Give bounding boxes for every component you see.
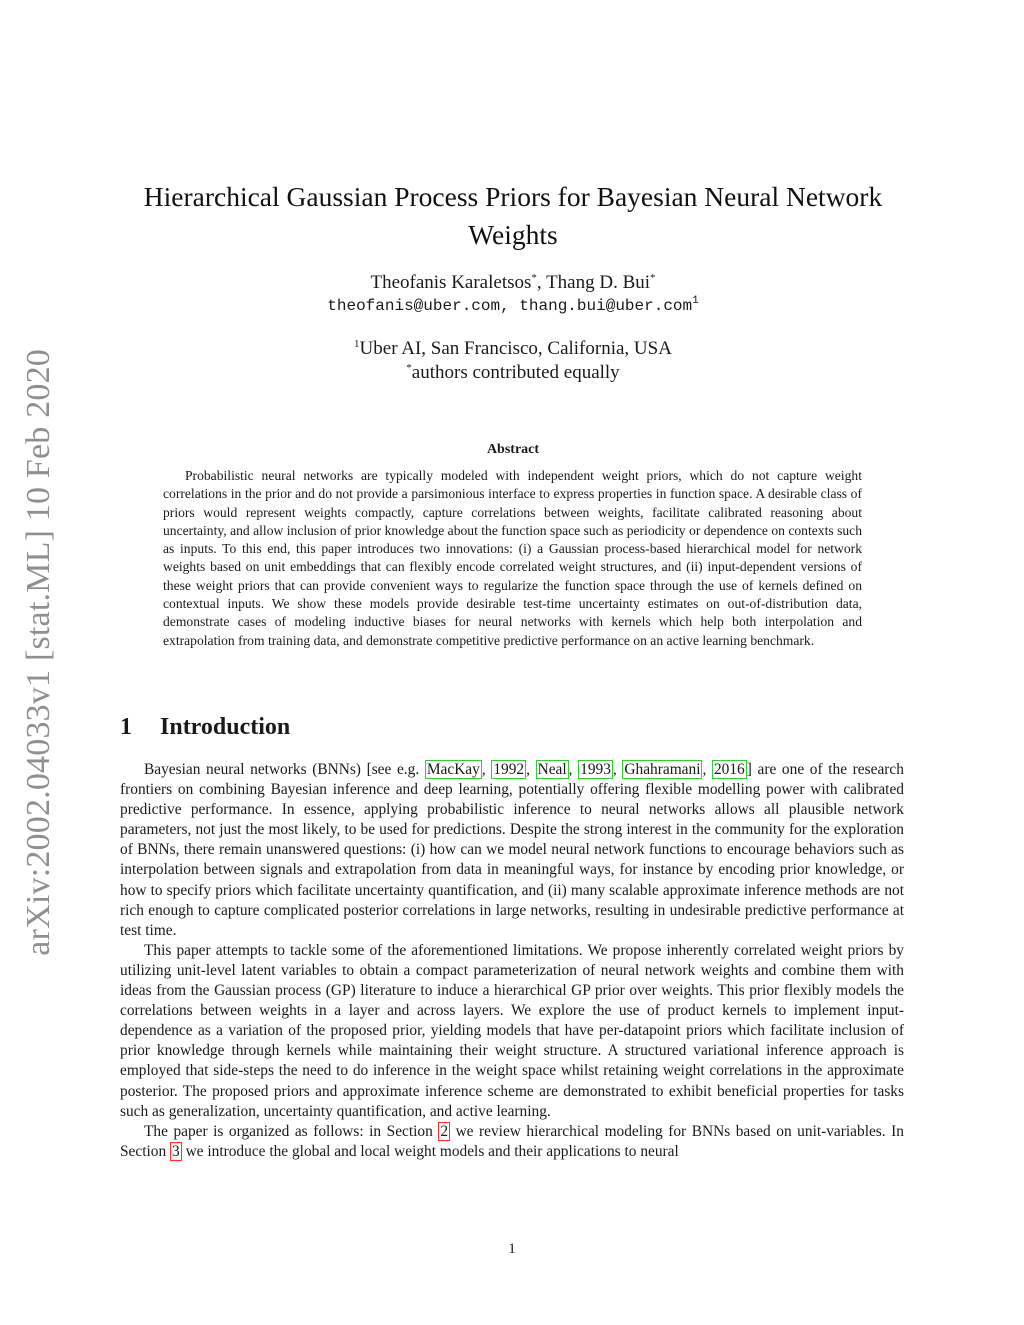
citation-separator: , [481,761,492,778]
citation-neal-year[interactable]: 1993 [580,761,611,778]
paragraph-text: ] are one of the research frontiers on combining Bayesian inference and deep learning, potentially offering flexible modelling power with calibrated predictive performance. In essence, applying probabilistic inference to neural networks allows all plausible network parameters, not just the most likely, to be used for predictions. Despite the strong interest in the community for the exploration of BNNs, there remain unanswered questions: (i) how can we model neural network functions to encourage behaviors such as interpolation between signals and extrapolation from data in meaningful ways, for instance by encoding prior knowledge, or how to specify priors which facilitate uncertainty quantification, and (ii) many scalable approximate inference methods are not rich enough to capture complicated posterior correlations in large networks, resulting in undesirable predictive performance at test time. [120,761,904,939]
citation-mackay[interactable]: MacKay [426,761,480,778]
intro-paragraph [120,1122,904,1162]
section-3-link[interactable]: 3 [172,1142,180,1160]
abstract-heading: Abstract [486,442,540,457]
introduction-body [120,760,904,1162]
section-2-link[interactable]: 2 [440,1122,449,1140]
citation-ghahramani-year[interactable]: 2016 [713,761,745,778]
section-number: 1 [120,714,132,740]
section-heading [120,714,520,741]
equal-contribution-note [118,361,908,385]
abstract-text: Probabilistic neural networks are typically modeled with independent weight priors, which do not capture weight correlations in the prior and do not provide a parsimonious interface to express properties in function space. A desirable class of priors would represent weights compactly, capture correlations between weights, facilitate calibrated reasoning about uncertainty, and allow inclusion of prior knowledge about the function space such as periodicity or dependence on contexts such as inputs. To this end, this paper introduces two innovations: (i) a Gaussian process-based hierarchical model for network weights based on unit embeddings that can flexibly encode correlated weight structures, and (ii) input-dependent versions of these weight priors that can provide convenient ways to regularize the function space through the use of kernels defined on contextual inputs. We show these models provide desirable test-time uncertainty estimates on out-of-distribution data, demonstrate cases of modeling inductive biases for neural networks with kernels which help both interpolation and extrapolation from training data, and demonstrate competitive predictive performance on an active learning benchmark. [163,468,862,648]
equal-contribution-mark: * [531,272,537,284]
arxiv-sidebar [10,345,68,960]
author-karaletsos: Theofanis Karaletsos [370,272,532,293]
equal-contribution-mark: * [650,272,656,284]
affiliations [118,337,908,385]
author-list [118,272,908,294]
affiliation-mark: 1 [354,338,360,350]
author-bui: Thang D. Bui [546,272,651,293]
citation-separator: , [702,761,712,778]
paragraph-text: we review hierarchical modeling for BNNs based on unit-variables. In Section [120,1122,904,1160]
affiliation-mark: 1 [692,295,699,307]
equal-contribution-mark: * [406,362,412,374]
title-line-2: Weights [468,219,558,250]
paper-title [118,178,908,254]
citation-ghahramani[interactable]: Ghahramani [624,761,701,778]
paragraph-text: The paper is organized as follows: in Section [144,1122,439,1140]
citation-mackay-year[interactable]: 1992 [493,761,525,778]
title-line-1: Hierarchical Gaussian Process Priors for Bayesian Neural Network [143,181,883,212]
citation-separator: , [526,761,536,778]
paragraph-text: we introduce the global and local weight models and their applications to neural [181,1142,679,1160]
email-addresses: theofanis@uber.com, thang.bui@uber.com [327,297,693,315]
citation-neal[interactable]: Neal [537,761,567,778]
section-title: Introduction [160,714,291,740]
intro-paragraph [120,760,904,941]
author-emails [118,297,908,315]
author-separator: , [536,272,547,293]
page-number: 1 [508,1241,516,1257]
equal-contribution-text: authors contributed equally [411,362,620,383]
arxiv-identifier: arXiv:2002.04033v1 [stat.ML] 10 Feb 2020 [20,349,57,956]
citation-separator: , [612,761,623,778]
intro-paragraph: This paper attempts to tackle some of the aforementioned limitations. We propose inherently correlated weight priors by utilizing unit-level latent variables to obtain a compact parameterization of neural network weights and combine them with ideas from the Gaussian process (GP) literature to induce a hierarchical GP prior over weights. This prior flexibly models the correlations between weights in a layer and across layers. We explore the use of product kernels to implement input-dependence as a variation of the proposed prior, yielding models that have per-datapoint priors which facilitate inclusion of prior knowledge through kernels while maintaining their weight structure. A structured variational inference approach is employed that side-steps the need to do inference in the weight space whilst retaining weight correlations in the approximate posterior. The proposed priors and approximate inference scheme are demonstrated to exhibit beneficial properties for tasks such as generalization, uncertainty quantification, and active learning. [120,941,904,1120]
affiliation-line [118,337,908,361]
paragraph-text: Bayesian neural networks (BNNs) [see e.g. [144,761,425,778]
citation-separator: , [568,761,579,778]
affiliation-text: Uber AI, San Francisco, California, USA [359,338,672,359]
